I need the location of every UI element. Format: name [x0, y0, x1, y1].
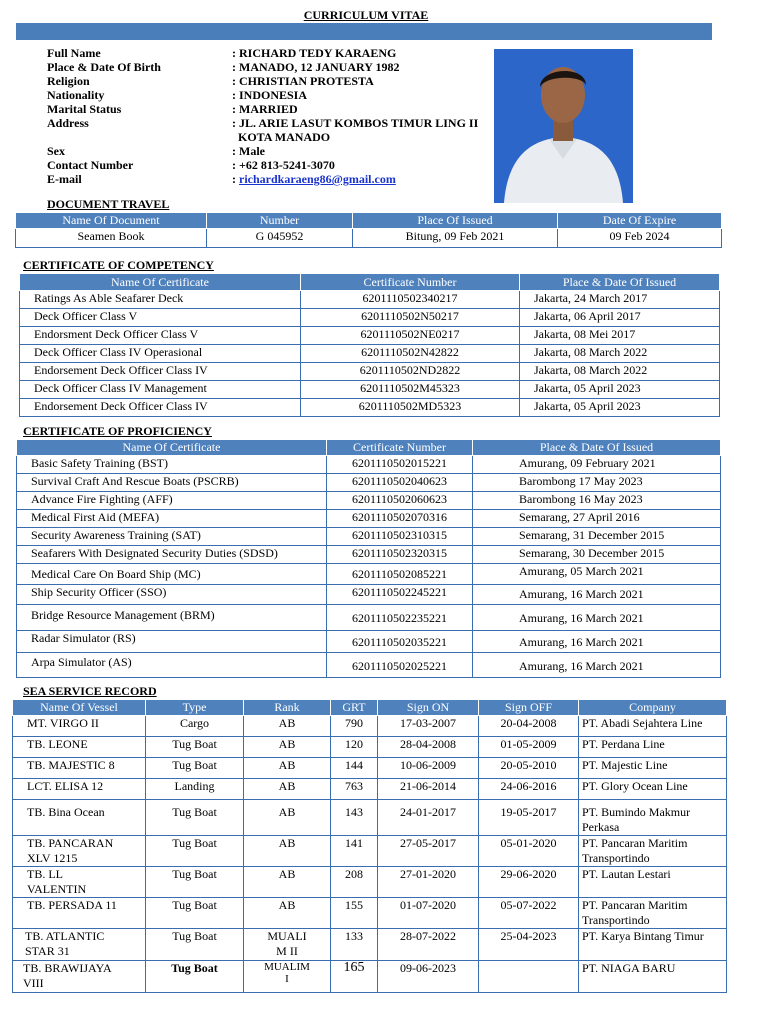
table-cell: Semarang, 30 December 2015 [473, 546, 721, 564]
rank-cell: AB [244, 779, 331, 800]
rank-cell: AB [244, 800, 331, 836]
table-cell: Ship Security Officer (SSO) [17, 585, 327, 605]
table-row [17, 510, 721, 528]
table-row [20, 363, 720, 381]
full-name-row [47, 46, 507, 60]
field-label: Religion [47, 74, 90, 88]
table-cell: 6201110502NE0217 [301, 327, 520, 345]
table-cell: Endorsement Deck Officer Class IV [20, 363, 301, 381]
table-cell: Ratings As Able Seafarer Deck [20, 291, 301, 309]
table-cell: Endorsment Deck Officer Class V [20, 327, 301, 345]
field-label: Full Name [47, 46, 101, 60]
sign-off-cell: 05-01-2020 [479, 836, 579, 867]
rank-cell: AB [244, 737, 331, 758]
type-cell: Cargo [146, 716, 244, 737]
grt-cell: 155 [331, 898, 378, 929]
competency-heading: CERTIFICATE OF COMPETENCY [23, 258, 214, 272]
religion-row [47, 74, 507, 88]
table-cell: Arpa Simulator (AS) [17, 653, 327, 678]
table-header-row [17, 440, 721, 456]
vessel-cell: TB. ATLANTIC STAR 31 [13, 929, 146, 961]
table-cell: Jakarta, 24 March 2017 [520, 291, 720, 309]
table-row [20, 399, 720, 417]
column-header: Certificate Number [327, 440, 473, 456]
table-cell: 6201110502ND2822 [301, 363, 520, 381]
type-cell: Tug Boat [146, 758, 244, 779]
rank-cell: AB [244, 716, 331, 737]
table-row [20, 309, 720, 327]
table-row [17, 585, 721, 605]
grt-cell: 790 [331, 716, 378, 737]
email-prefix: : [232, 172, 239, 186]
sea-service-table [12, 699, 727, 993]
sign-on-cell: 17-03-2007 [378, 716, 479, 737]
company-cell: PT. Majestic Line [579, 758, 727, 779]
sign-off-cell: 19-05-2017 [479, 800, 579, 836]
document-travel-heading: DOCUMENT TRAVEL [47, 197, 170, 211]
sign-on-cell: 27-01-2020 [378, 867, 479, 898]
type-cell: Tug Boat [146, 929, 244, 961]
sign-on-cell: 01-07-2020 [378, 898, 479, 929]
field-label: Marital Status [47, 102, 122, 116]
sex-row [47, 144, 507, 158]
vessel-cell: MT. VIRGO II [13, 716, 146, 737]
column-header: Name Of Vessel [13, 700, 146, 716]
table-cell: 6201110502310315 [327, 528, 473, 546]
table-cell: Deck Officer Class V [20, 309, 301, 327]
vessel-cell: TB. PANCARAN XLV 1215 [13, 836, 146, 867]
vessel-cell: LCT. ELISA 12 [13, 779, 146, 800]
field-label [47, 130, 232, 144]
page-title: CURRICULUM VITAE [303, 8, 429, 22]
table-cell: 6201110502235221 [327, 605, 473, 631]
table-cell: Survival Craft And Rescue Boats (PSCRB) [17, 474, 327, 492]
rank-cell: AB [244, 758, 331, 779]
table-row [13, 929, 727, 961]
field-label: Place & Date Of Birth [47, 60, 161, 74]
field-value: : RICHARD TEDY KARAENG [232, 46, 397, 60]
field-value: : MARRIED [232, 102, 298, 116]
table-cell: Medical Care On Board Ship (MC) [17, 564, 327, 585]
sign-off-cell: 20-04-2008 [479, 716, 579, 737]
field-label: Contact Number [47, 158, 134, 172]
type-cell: Landing [146, 779, 244, 800]
personal-info [47, 46, 507, 186]
sign-off-cell: 01-05-2009 [479, 737, 579, 758]
table-cell: Deck Officer Class IV Operasional [20, 345, 301, 363]
table-cell: Semarang, 31 December 2015 [473, 528, 721, 546]
column-header: Place & Date Of Issued [473, 440, 721, 456]
field-value: : Male [232, 144, 265, 158]
column-header: Number [207, 213, 353, 229]
grt-cell: 208 [331, 867, 378, 898]
table-cell: Security Awareness Training (SAT) [17, 528, 327, 546]
field-value: KOTA MANADO [232, 130, 331, 144]
field-label: Nationality [47, 88, 105, 102]
type-cell: Tug Boat [146, 836, 244, 867]
table-cell: Jakarta, 08 March 2022 [520, 363, 720, 381]
table-row [13, 836, 727, 867]
table-row [17, 605, 721, 631]
table-header-row [20, 274, 720, 291]
field-value: : CHRISTIAN PROTESTA [232, 74, 374, 88]
column-header: Sign ON [378, 700, 479, 716]
column-header: Type [146, 700, 244, 716]
table-row [20, 345, 720, 363]
field-value: : MANADO, 12 JANUARY 1982 [232, 60, 400, 74]
sea-service-heading: SEA SERVICE RECORD [23, 684, 157, 698]
table-cell: Amurang, 16 March 2021 [473, 585, 721, 605]
sign-off-cell: 20-05-2010 [479, 758, 579, 779]
table-cell: Amurang, 05 March 2021 [473, 564, 721, 585]
table-cell: 6201110502040623 [327, 474, 473, 492]
table-cell: 6201110502320315 [327, 546, 473, 564]
table-cell: Bitung, 09 Feb 2021 [353, 229, 558, 248]
field-value: : JL. ARIE LASUT KOMBOS TIMUR LING II [232, 116, 479, 130]
competency-table [19, 273, 720, 417]
table-cell: 6201110502340217 [301, 291, 520, 309]
table-cell: 6201110502060623 [327, 492, 473, 510]
column-header: Sign OFF [479, 700, 579, 716]
table-cell: Endorsement Deck Officer Class IV [20, 399, 301, 417]
address-row [47, 116, 507, 130]
person-silhouette [494, 49, 633, 203]
birth-row [47, 60, 507, 74]
table-row [17, 653, 721, 678]
table-header-row [16, 213, 722, 229]
column-header: Place Of Issued [353, 213, 558, 229]
vessel-cell: TB. MAJESTIC 8 [13, 758, 146, 779]
rank-cell: MUALI M II [244, 929, 331, 961]
grt-cell: 165 [331, 961, 378, 993]
field-label: Sex [47, 144, 65, 158]
sign-off-cell: 29-06-2020 [479, 867, 579, 898]
header-bar [16, 23, 712, 40]
rank-cell: MUALIM I [244, 961, 331, 993]
rank-cell: AB [244, 867, 331, 898]
vessel-cell: TB. LL VALENTIN [13, 867, 146, 898]
table-cell: Advance Fire Fighting (AFF) [17, 492, 327, 510]
field-label: E-mail [47, 172, 82, 186]
table-cell: Barombong 16 May 2023 [473, 492, 721, 510]
table-row [13, 800, 727, 836]
table-row [17, 528, 721, 546]
sign-on-cell: 21-06-2014 [378, 779, 479, 800]
grt-cell: 133 [331, 929, 378, 961]
type-cell: Tug Boat [146, 961, 244, 993]
marital-row [47, 102, 507, 116]
table-cell: Radar Simulator (RS) [17, 631, 327, 653]
table-row [13, 758, 727, 779]
sign-off-cell: 05-07-2022 [479, 898, 579, 929]
table-cell: Jakarta, 06 April 2017 [520, 309, 720, 327]
table-row [13, 961, 727, 993]
table-row [13, 779, 727, 800]
table-cell: Amurang, 16 March 2021 [473, 631, 721, 653]
field-value: : +62 813-5241-3070 [232, 158, 335, 172]
email-row [47, 172, 507, 186]
email-link[interactable]: richardkaraeng86@gmail.com [239, 172, 396, 186]
column-header: Name Of Certificate [20, 274, 301, 291]
table-header-row [13, 700, 727, 716]
grt-cell: 141 [331, 836, 378, 867]
type-cell: Tug Boat [146, 737, 244, 758]
company-cell: PT. Pancaran Maritim Transportindo [579, 836, 727, 867]
grt-cell: 120 [331, 737, 378, 758]
type-cell: Tug Boat [146, 867, 244, 898]
company-cell: PT. NIAGA BARU [579, 961, 727, 993]
sign-on-cell: 28-07-2022 [378, 929, 479, 961]
table-cell: Medical First Aid (MEFA) [17, 510, 327, 528]
table-row [13, 867, 727, 898]
sign-on-cell: 28-04-2008 [378, 737, 479, 758]
sign-off-cell: 24-06-2016 [479, 779, 579, 800]
sign-off-cell: 25-04-2023 [479, 929, 579, 961]
table-row [16, 229, 722, 248]
vessel-cell: TB. BRAWIJAYA VIII [13, 961, 146, 993]
table-row [17, 631, 721, 653]
table-cell: Jakarta, 05 April 2023 [520, 381, 720, 399]
table-cell: Seamen Book [16, 229, 207, 248]
company-cell: PT. Perdana Line [579, 737, 727, 758]
table-row [17, 456, 721, 474]
company-cell: PT. Bumindo Makmur Perkasa [579, 800, 727, 836]
table-cell: 6201110502070316 [327, 510, 473, 528]
table-cell: 6201110502N42822 [301, 345, 520, 363]
table-cell: 6201110502M45323 [301, 381, 520, 399]
column-header: GRT [331, 700, 378, 716]
column-header: Company [579, 700, 727, 716]
company-cell: PT. Karya Bintang Timur [579, 929, 727, 961]
table-row [17, 492, 721, 510]
table-row [13, 898, 727, 929]
vessel-cell: TB. LEONE [13, 737, 146, 758]
grt-cell: 144 [331, 758, 378, 779]
column-header: Name Of Certificate [17, 440, 327, 456]
company-cell: PT. Lautan Lestari [579, 867, 727, 898]
field-label: Address [47, 116, 89, 130]
table-cell: 09 Feb 2024 [558, 229, 722, 248]
table-row [13, 737, 727, 758]
company-cell: PT. Pancaran Maritim Transportindo [579, 898, 727, 929]
sign-on-cell: 09-06-2023 [378, 961, 479, 993]
table-cell: 6201110502N50217 [301, 309, 520, 327]
company-cell: PT. Glory Ocean Line [579, 779, 727, 800]
table-cell: 6201110502035221 [327, 631, 473, 653]
sign-on-cell: 24-01-2017 [378, 800, 479, 836]
table-cell: Seafarers With Designated Security Duties (SDSD) [17, 546, 327, 564]
profile-photo [494, 49, 633, 203]
column-header: Place & Date Of Issued [520, 274, 720, 291]
rank-cell: AB [244, 836, 331, 867]
table-cell: Amurang, 09 February 2021 [473, 456, 721, 474]
vessel-cell: TB. Bina Ocean [13, 800, 146, 836]
table-cell: Amurang, 16 March 2021 [473, 653, 721, 678]
table-cell: 6201110502MD5323 [301, 399, 520, 417]
table-cell: Semarang, 27 April 2016 [473, 510, 721, 528]
field-value [232, 172, 507, 186]
sign-off-cell [479, 961, 579, 993]
table-cell: Amurang, 16 March 2021 [473, 605, 721, 631]
table-cell: 6201110502015221 [327, 456, 473, 474]
table-row [13, 716, 727, 737]
grt-cell: 143 [331, 800, 378, 836]
table-cell: 6201110502245221 [327, 585, 473, 605]
type-cell: Tug Boat [146, 898, 244, 929]
sign-on-cell: 27-05-2017 [378, 836, 479, 867]
contact-row [47, 158, 507, 172]
table-cell: Barombong 17 May 2023 [473, 474, 721, 492]
field-value: : INDONESIA [232, 88, 308, 102]
table-row [20, 327, 720, 345]
table-cell: Bridge Resource Management (BRM) [17, 605, 327, 631]
table-cell: Deck Officer Class IV Management [20, 381, 301, 399]
company-cell: PT. Abadi Sejahtera Line [579, 716, 727, 737]
table-cell: Jakarta, 08 Mei 2017 [520, 327, 720, 345]
column-header: Name Of Document [16, 213, 207, 229]
table-row [20, 291, 720, 309]
table-cell: Jakarta, 08 March 2022 [520, 345, 720, 363]
table-cell: Basic Safety Training (BST) [17, 456, 327, 474]
table-row [17, 546, 721, 564]
proficiency-table [16, 439, 721, 678]
column-header: Rank [244, 700, 331, 716]
type-cell: Tug Boat [146, 800, 244, 836]
table-cell: 6201110502025221 [327, 653, 473, 678]
table-row [17, 564, 721, 585]
document-travel-table [15, 212, 722, 248]
table-cell: 6201110502085221 [327, 564, 473, 585]
grt-cell: 763 [331, 779, 378, 800]
address-row-2 [47, 130, 507, 144]
sign-on-cell: 10-06-2009 [378, 758, 479, 779]
proficiency-heading: CERTIFICATE OF PROFICIENCY [23, 424, 212, 438]
column-header: Certificate Number [301, 274, 520, 291]
table-row [17, 474, 721, 492]
nationality-row [47, 88, 507, 102]
table-row [20, 381, 720, 399]
table-cell: Jakarta, 05 April 2023 [520, 399, 720, 417]
rank-cell: AB [244, 898, 331, 929]
column-header: Date Of Expire [558, 213, 722, 229]
vessel-cell: TB. PERSADA 11 [13, 898, 146, 929]
table-cell: G 045952 [207, 229, 353, 248]
